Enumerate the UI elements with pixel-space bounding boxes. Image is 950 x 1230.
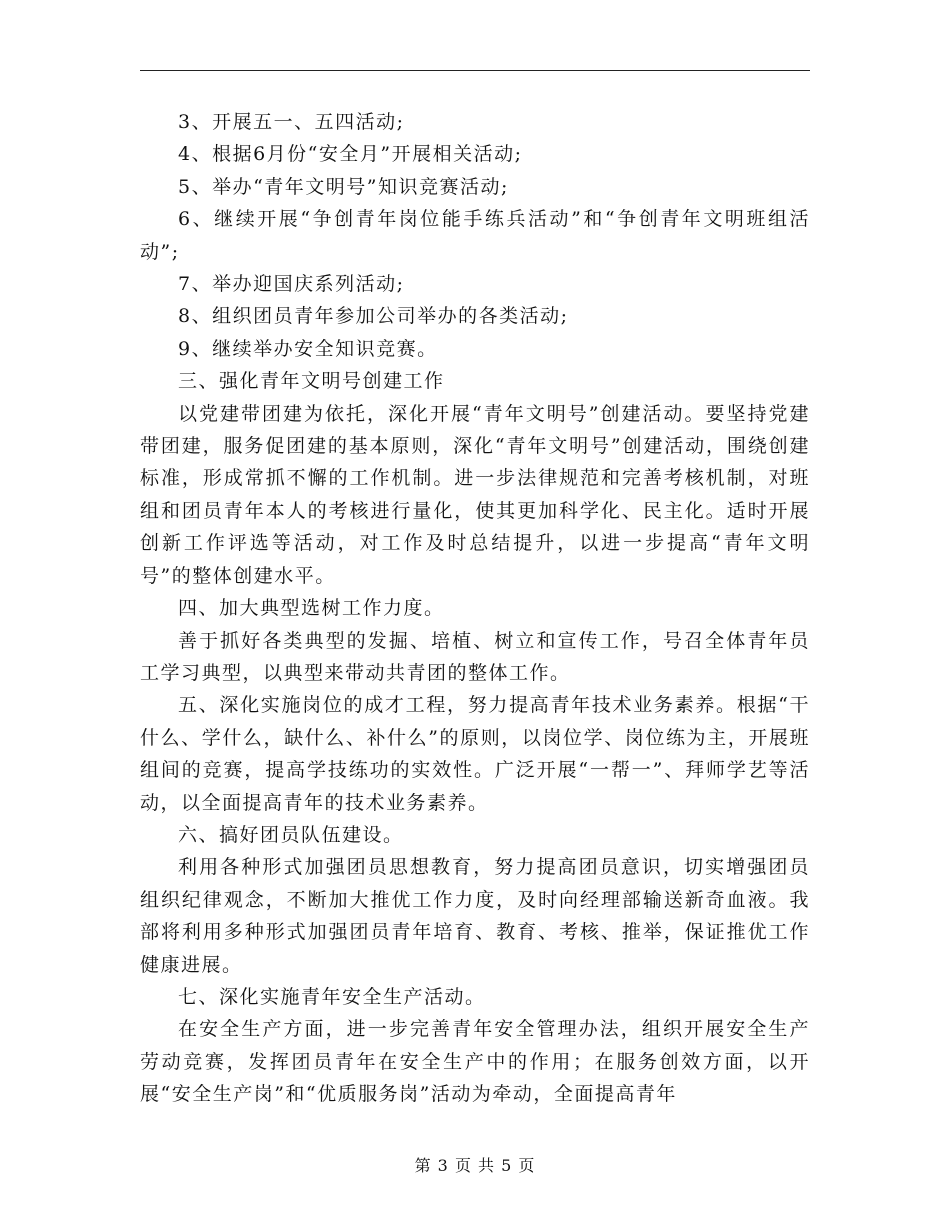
list-item: 7、举办迎国庆系列活动;	[178, 273, 405, 296]
list-item: 6、继续开展“争创青年岗位能手练兵活动”和“争创青年文明班组活动”;	[140, 208, 810, 263]
header-rule	[140, 70, 810, 71]
list-item: 5、举办“青年文明号”知识竞赛活动;	[178, 175, 509, 198]
section-heading: 七、深化实施青年安全生产活动。	[178, 985, 486, 1008]
document-body	[140, 106, 810, 1111]
section-heading: 六、搞好团员队伍建设。	[178, 823, 404, 846]
page-number-footer: 第 3 页 共 5 页	[414, 1156, 536, 1175]
list-item: 9、继续举办安全知识竞赛。	[178, 337, 438, 360]
body-paragraph: 在安全生产方面，进一步完善青年安全管理办法，组织开展安全生产劳动竞赛，发挥团员青年在安全生产中的作用；在服务创效方面，以开展“安全生产岗”和“优质服务岗”活动为牵动，全面提高青年	[140, 1018, 810, 1106]
body-paragraph: 以党建带团建为依托，深化开展“青年文明号”创建活动。要坚持党建带团建，服务促团建的基本原则，深化“青年文明号”创建活动，围绕创建标准，形成常抓不懈的工作机制。进一步法律规范和完善考核机制，对班组和团员青年本人的考核进行量化，使其更加科学化、民主化。适时开展创新工作评选等活动，对工作及时总结提升，以进一步提高“青年文明号”的整体创建水平。	[140, 402, 810, 587]
list-item: 3、开展五一、五四活动;	[178, 111, 405, 133]
body-paragraph: 五、深化实施岗位的成才工程，努力提高青年技术业务素养。根据“干什么、学什么，缺什么、补什么”的原则，以岗位学、岗位练为主，开展班组间的竞赛，提高学技练功的实效性。广泛开展“一帮一”、拜师学艺等活动，以全面提高青年的技术业务素养。	[140, 694, 810, 814]
body-paragraph: 利用各种形式加强团员思想教育，努力提高团员意识，切实增强团员组织纪律观念，不断加大推优工作力度，及时向经理部输送新奇血液。我部将利用多种形式加强团员青年培育、教育、考核、推举，保证推优工作健康进展。	[140, 856, 810, 976]
section-heading: 四、加大典型选树工作力度。	[178, 597, 445, 620]
body-paragraph: 善于抓好各类典型的发掘、培植、树立和宣传工作，号召全体青年员工学习典型，以典型来带动共青团的整体工作。	[140, 629, 810, 684]
section-heading: 三、强化青年文明号创建工作	[178, 370, 445, 393]
list-item: 4、根据6月份“安全月”开展相关活动;	[178, 143, 523, 166]
list-item: 8、组织团员青年参加公司举办的各类活动;	[178, 305, 569, 328]
